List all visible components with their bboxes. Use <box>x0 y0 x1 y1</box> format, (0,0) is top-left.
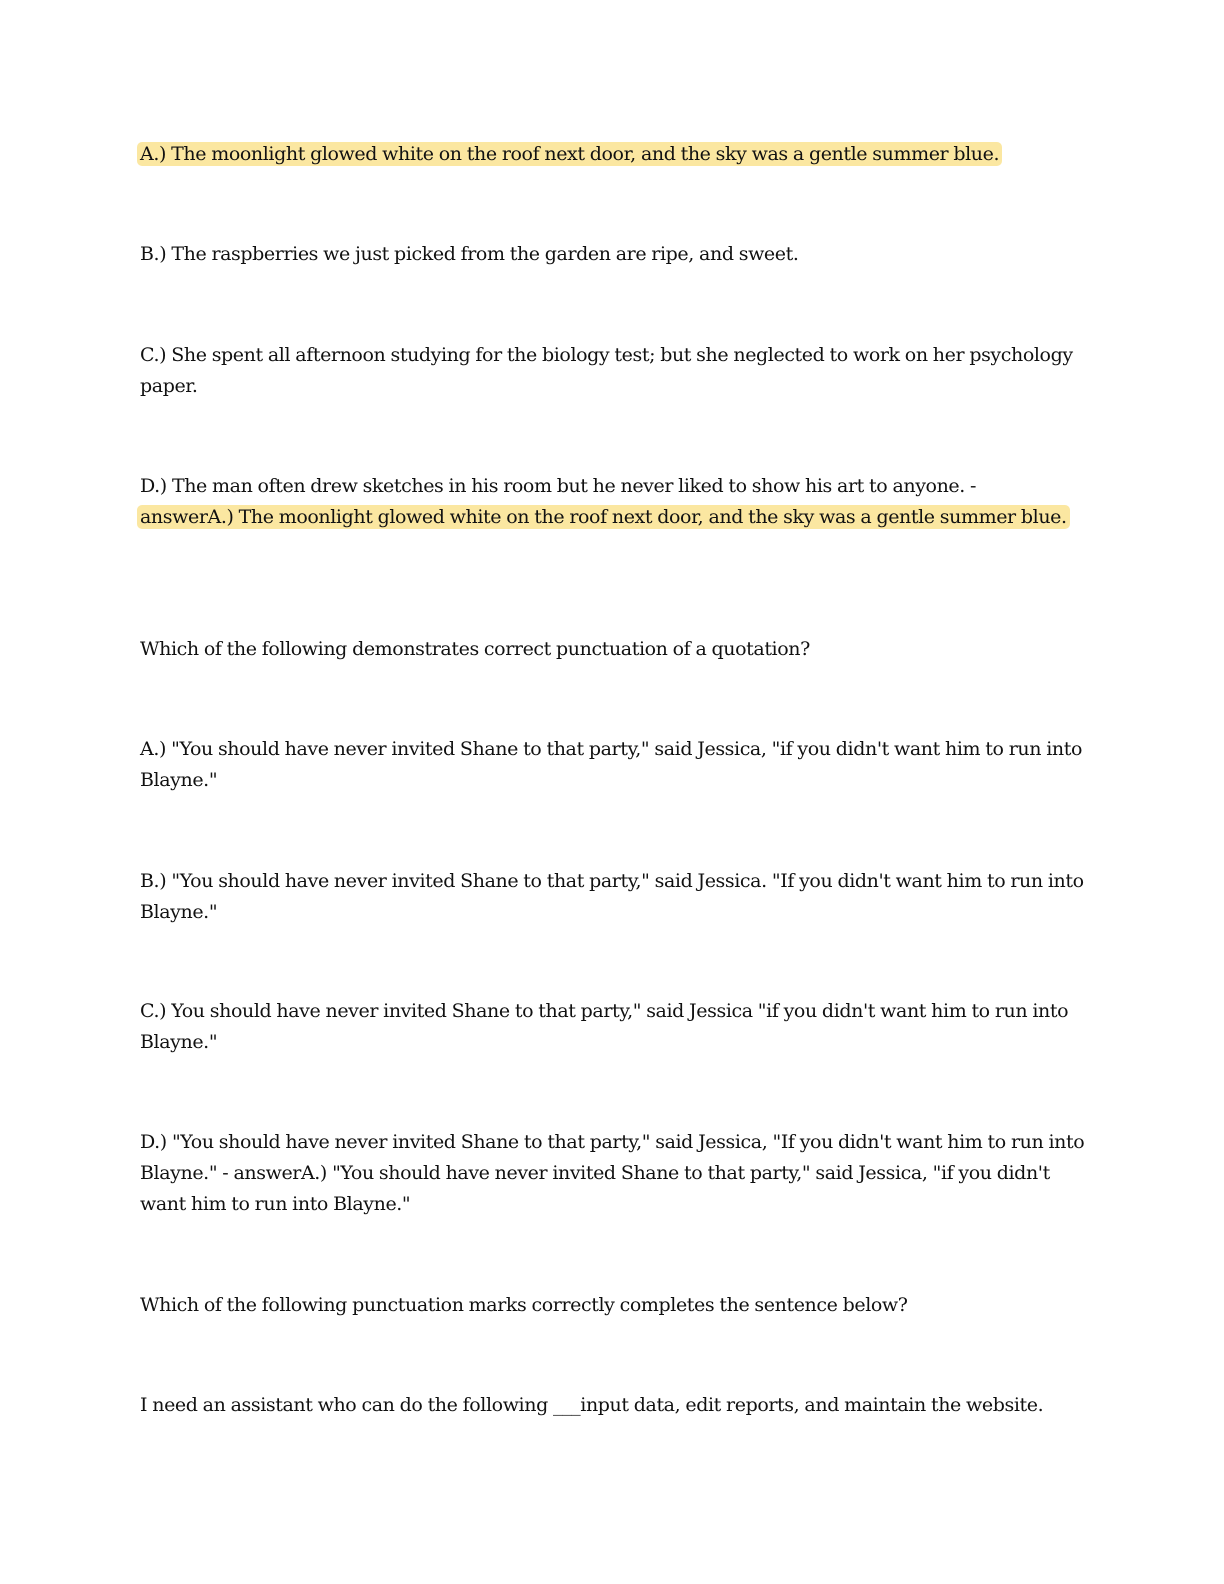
option-d-text: D.) The man often drew sketches in his room but he never liked to show his art to anyone. - <box>140 475 977 497</box>
answer-option-a-highlighted <box>140 139 1085 170</box>
question-sentence: I need an assistant who can do the following ___input data, edit reports, and maintain the website. <box>140 1394 1044 1416</box>
question-quotation-punctuation: Which of the following demonstrates correct punctuation of a quotation? <box>140 638 810 660</box>
answer-highlight: answerA.) The moonlight glowed white on the roof next door, and the sky was a gentle summer blue. <box>137 505 1070 529</box>
quotation-option-b: B.) "You should have never invited Shane to that party," said Jessica. "If you didn't want him to run into Blayne." <box>140 870 1084 923</box>
quotation-option-a: A.) "You should have never invited Shane to that party," said Jessica, "if you didn't want him to run into Blayne." <box>140 738 1082 791</box>
quotation-option-c: C.) You should have never invited Shane to that party," said Jessica "if you didn't want him to run into Blayne." <box>140 1000 1069 1053</box>
answer-option-b: B.) The raspberries we just picked from the garden are ripe, and sweet. <box>140 243 799 265</box>
question-punctuation-marks: Which of the following punctuation marks correctly completes the sentence below? <box>140 1294 908 1316</box>
answer-option-d-with-answer <box>140 471 1085 533</box>
answer-option-c: C.) She spent all afternoon studying for the biology test; but she neglected to work on her psychology paper. <box>140 344 1073 397</box>
highlight: A.) The moonlight glowed white on the roof next door, and the sky was a gentle summer blue. <box>137 142 1002 166</box>
quotation-option-d-with-answer: D.) "You should have never invited Shane to that party," said Jessica, "If you didn't want him to run into Blayne." - answerA.) "You should have never invited Shane to that party," said Jessica, "if you didn't want him to run into Blayne." <box>140 1131 1085 1215</box>
